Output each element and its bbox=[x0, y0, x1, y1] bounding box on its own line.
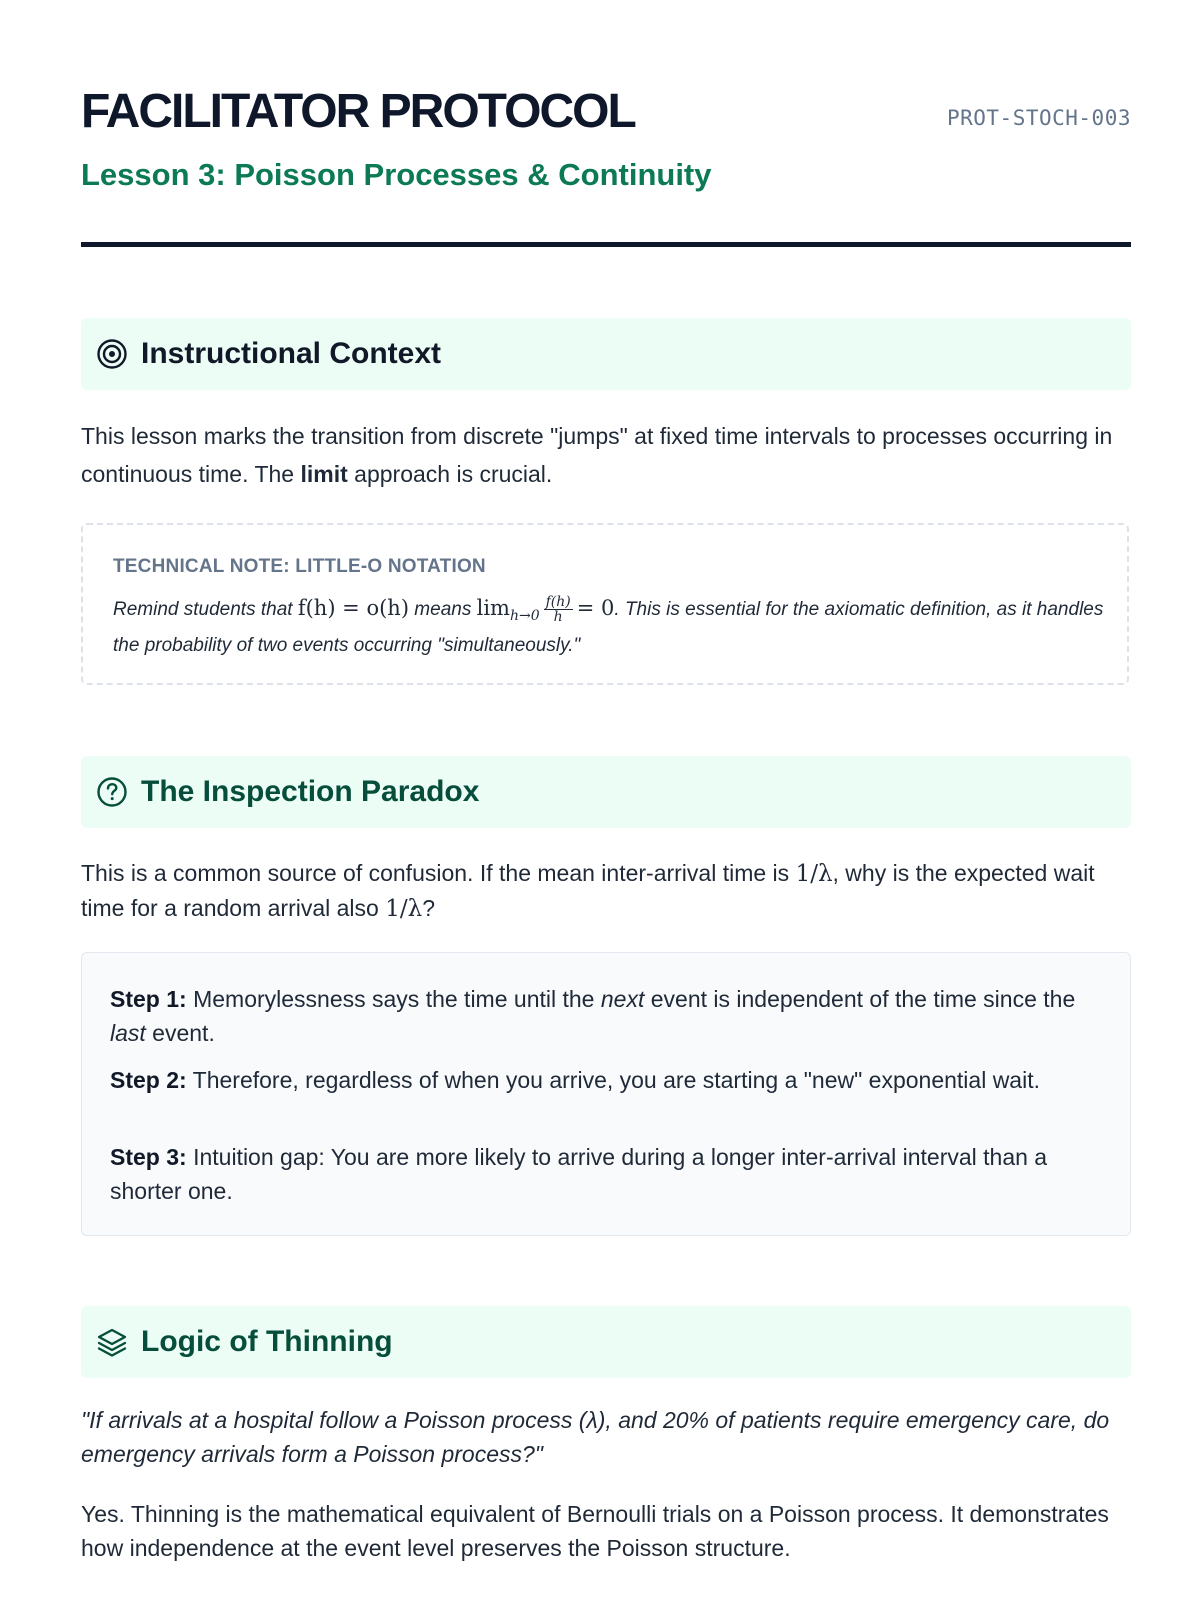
context-text-end: approach is crucial. bbox=[347, 461, 553, 487]
mean-interarrival-expression: 1/λ bbox=[795, 861, 833, 887]
expected-wait-expression: 1/λ bbox=[385, 896, 423, 922]
section-header-instructional-context bbox=[81, 318, 1131, 390]
context-text: This lesson marks the transition from discrete "jumps" at fixed time intervals to processes occurring in continuous time. The bbox=[81, 423, 1113, 487]
step-text: event is independent of the time since the bbox=[644, 986, 1076, 1012]
step-item bbox=[110, 982, 1100, 1050]
section-heading: The Inspection Paradox bbox=[141, 775, 480, 808]
layers-icon bbox=[95, 1325, 129, 1359]
step-label: Step 3: bbox=[110, 1144, 187, 1170]
page-header bbox=[81, 84, 1131, 192]
target-icon bbox=[95, 337, 129, 371]
limit-subscript: h→0 bbox=[509, 608, 540, 624]
fraction-denominator: h bbox=[553, 609, 563, 625]
technical-note-box bbox=[81, 523, 1129, 685]
fraction-numerator: f(h) bbox=[545, 594, 571, 610]
paradox-text: ? bbox=[422, 895, 435, 921]
equals-zero: = 0 bbox=[576, 596, 615, 620]
context-bold-term: limit bbox=[300, 461, 348, 487]
limit-operator: lim bbox=[476, 596, 510, 620]
context-paragraph bbox=[81, 417, 1131, 493]
page-title: FACILITATOR PROTOCOL bbox=[81, 85, 635, 138]
step-item bbox=[110, 1140, 1100, 1208]
note-text-trail: . This is essential for the axiomatic definition, as it handles the probability of two events occurring "simultaneously." bbox=[113, 599, 1104, 656]
thinning-question: "If arrivals at a hospital follow a Poisson process (λ), and 20% of patients require emergency care, do emergency arrivals form a Poisson process?" bbox=[81, 1407, 1110, 1467]
protocol-code: PROT-STOCH-003 bbox=[946, 106, 1131, 130]
step-text: Memorylessness says the time until the bbox=[186, 986, 601, 1012]
step-emphasis: next bbox=[600, 986, 645, 1012]
technical-note-label: TECHNICAL NOTE: LITTLE-O NOTATION bbox=[113, 556, 486, 577]
paradox-paragraph bbox=[81, 856, 1131, 926]
section-header-logic-of-thinning bbox=[81, 1306, 1131, 1378]
technical-note-body bbox=[113, 593, 1113, 661]
question-circle-icon bbox=[95, 775, 129, 809]
fraction bbox=[544, 595, 573, 624]
note-text: Remind students that bbox=[113, 599, 298, 620]
step-text: event. bbox=[145, 1020, 215, 1046]
section-heading: Instructional Context bbox=[141, 337, 442, 370]
step-text: Therefore, regardless of when you arrive, you are starting a "new" exponential wait. bbox=[186, 1067, 1040, 1093]
step-text: Intuition gap: You are more likely to arrive during a longer inter-arrival interval than a shorter one. bbox=[110, 1144, 1048, 1204]
thinning-answer: Yes. Thinning is the mathematical equivalent of Bernoulli trials on a Poisson process. It demonstrates how independence at the event level preserves the Poisson structure. bbox=[81, 1501, 1109, 1561]
step-emphasis: last bbox=[110, 1020, 146, 1046]
lesson-subtitle: Lesson 3: Poisson Processes & Continuity bbox=[81, 157, 712, 192]
step-label: Step 2: bbox=[110, 1067, 187, 1093]
little-o-expression: f(h) = o(h) bbox=[297, 596, 410, 620]
header-divider bbox=[81, 242, 1131, 247]
step-label: Step 1: bbox=[110, 986, 187, 1012]
step-item bbox=[110, 1063, 1100, 1097]
steps-box bbox=[81, 952, 1131, 1236]
section-heading: Logic of Thinning bbox=[141, 1325, 393, 1358]
limit-expression bbox=[476, 594, 615, 625]
note-text: means bbox=[409, 599, 477, 620]
paradox-text: This is a common source of confusion. If the mean inter-arrival time is bbox=[81, 860, 796, 886]
section-header-inspection-paradox bbox=[81, 756, 1131, 828]
paradox-text: , why is the expected wait time for a random arrival also bbox=[81, 860, 1095, 921]
